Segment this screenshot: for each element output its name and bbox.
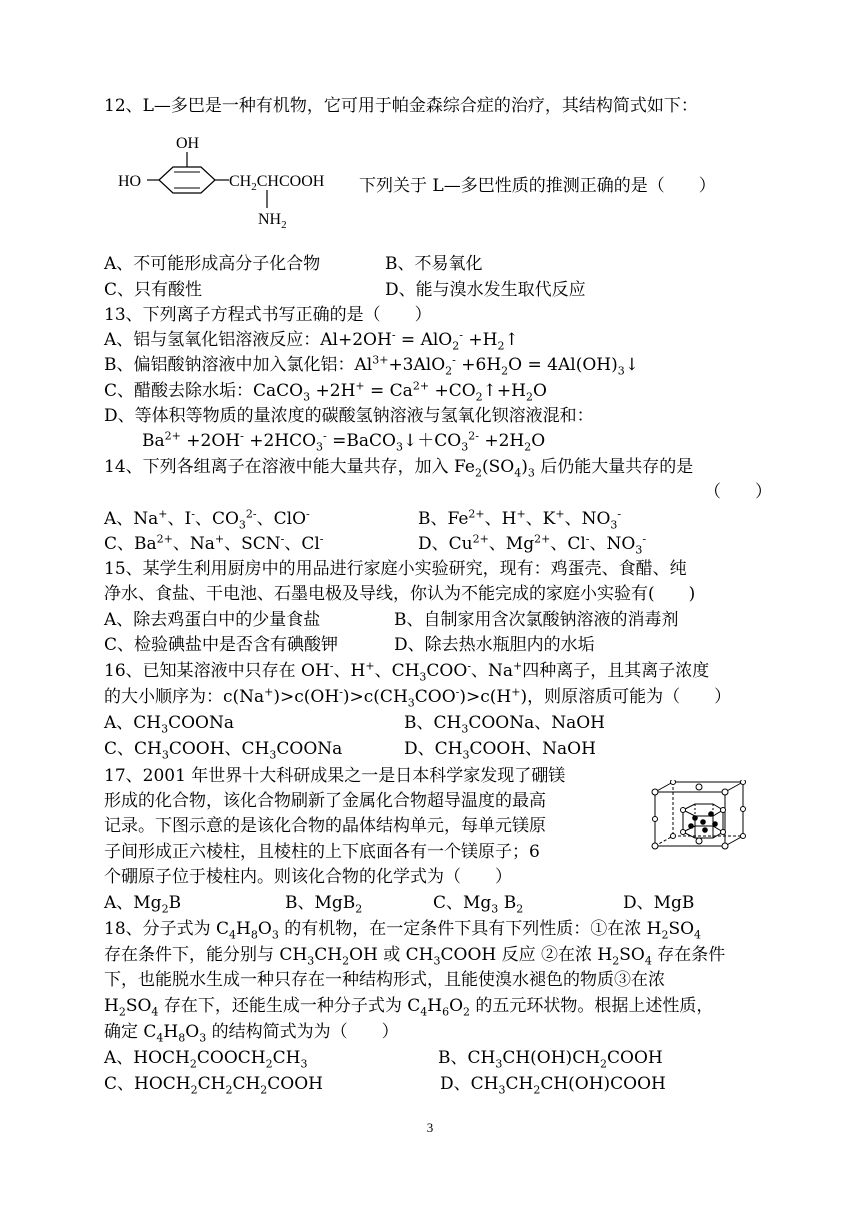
q17-option-b: B、MgB$_2$ <box>285 893 363 916</box>
q18-line4: $H_2SO_4$ 存在下，还能生成一种分子式为 $C_4H_6O_2$ 的五元环状物。根据上述性质， <box>104 996 714 1019</box>
q18-line1: 18、分子式为 $C_4H_8O_3$ 的有机物，在一定条件下具有下列性质：①在浓 $H_2SO_4$ <box>104 919 702 942</box>
q14-stem: 14、下列各组离子在溶液中能大量共存，加入 $Fe_2(SO_4)_3$ 后仍能大量共存的是 <box>104 457 694 480</box>
q15-option-b: B、自制家用含次氯酸钠溶液的消毒剂 <box>394 610 679 630</box>
q18-option-b: B、$CH_3CH(OH)CH_2COOH$ <box>438 1048 663 1071</box>
q17-option-c: C、$Mg_3$ $B_2$ <box>433 893 524 916</box>
q18-option-a: A、$HOCH_2COOCH_2CH_3$ <box>104 1048 308 1071</box>
q16-option-d: D、$CH_3COOH$、NaOH <box>404 739 596 762</box>
q18-line5: 确定 $C_4H_8O_3$ 的结构简式为为（ ） <box>104 1022 399 1045</box>
q16-option-a: A、$CH_3COONa$ <box>104 713 235 736</box>
q17-line4: 子间形成正六棱柱，且棱柱的上下底面各有一个镁原子；6 <box>104 842 540 862</box>
q12-option-a: A、不可能形成高分子化合物 <box>104 254 321 274</box>
l-dopa-structure <box>112 126 352 232</box>
ho-label: HO <box>118 173 142 190</box>
q17-line1: 17、2001 年世界十大科研成果之一是日本科学家发现了硼镁 <box>104 766 566 786</box>
q13-option-d-equation: $Ba^{2+} +2OH^- +2HCO_3^-$ $=BaCO_3↓+CO_3^{2-} +2H_2O$ <box>142 429 546 454</box>
oh-label: OH <box>176 135 200 152</box>
q16-option-b: B、$CH_3COONa$、NaOH <box>404 713 605 736</box>
q13-option-a: A、铝与氢氧化铝溶液反应：$Al+2OH^- = AlO_2^- +H_2↑$ <box>104 328 519 353</box>
q12-question: 下列关于 L—多巴性质的推测正确的是（ ） <box>359 176 716 196</box>
q12-option-b: B、不易氧化 <box>385 254 483 274</box>
q17-line2: 形成的化合物，该化合物刷新了金属化合物超导温度的最高 <box>104 791 546 811</box>
q14-answer-paren: （ ） <box>704 482 772 502</box>
q14-option-d: D、$Cu^{2+}$、$Mg^{2+}$、Cl-、$NO_3^-$ <box>418 532 647 557</box>
q17-option-a: A、$Mg_2B$ <box>104 893 182 916</box>
q16-line1: 16、已知某溶液中只存在 OH-、H+、$CH_3COO^-$、Na+四种离子，且其离子浓度 <box>104 659 710 684</box>
q18-option-d: D、$CH_3CH_2CH(OH)COOH$ <box>440 1074 666 1097</box>
q17-option-d: D、MgB <box>623 893 695 913</box>
q13-option-c: C、醋酸去除水垢：CaCO$_3$ $+2H^+ = Ca^{2+}$ $+CO_2↑+H_2O$ <box>104 379 547 404</box>
q18-option-c: C、$HOCH_2CH_2CH_2COOH$ <box>104 1074 324 1097</box>
q17-line3: 记录。下图示意的是该化合物的晶体结构单元，每单元镁原 <box>104 816 546 836</box>
crystal-structure-diagram <box>647 780 757 860</box>
q13-option-b: B、偏铝酸钠溶液中加入氯化铝：$Al^{3+}+3AlO_2^- +6H_2O$ = $4Al(OH)_3↓$ <box>104 353 639 378</box>
page-number: 3 <box>426 1120 434 1135</box>
q14-option-c: C、$Ba^{2+}$、Na+、SCN-、Cl- <box>104 532 324 554</box>
q12-option-c: C、只有酸性 <box>104 280 203 300</box>
q13-option-d: D、等体积等物质的量浓度的碳酸氢钠溶液与氢氧化钡溶液混和： <box>104 406 594 426</box>
q15-line2: 净水、食盐、干电池、石墨电极及导线，你认为不能完成的家庭小实验有( ) <box>104 584 696 604</box>
nh2-label: $NH_2$ <box>258 211 287 231</box>
chain-label: $CH_2CHCOOH$ <box>229 173 325 193</box>
q15-option-c: C、检验碘盐中是否含有碘酸钾 <box>104 635 339 655</box>
q15-option-a: A、除去鸡蛋白中的少量食盐 <box>104 610 321 630</box>
q13-stem: 13、下列离子方程式书写正确的是（ ） <box>104 305 432 325</box>
q12-option-d: D、能与溴水发生取代反应 <box>385 280 586 300</box>
q16-line2: 的大小顺序为：$c(Na^+)>c(OH^-)>c(CH_3COO^-)>c(H^+)$，则原溶质可能为（ ） <box>104 685 732 710</box>
q15-line1: 15、某学生利用厨房中的用品进行家庭小实验研究，现有：鸡蛋壳、食醋、纯 <box>104 559 687 579</box>
q12-stem: 12、L—多巴是一种有机物，它可用于帕金森综合症的治疗，其结构简式如下： <box>104 96 698 116</box>
q14-option-b: B、$Fe^{2+}$、H+、K+、$NO_3^-$ <box>418 507 622 532</box>
q18-line3: 下，也能脱水生成一种只存在一种结构形式，且能使溴水褪色的物质③在浓 <box>104 970 665 990</box>
q17-line5: 个硼原子位于棱柱内。则该化合物的化学式为（ ） <box>104 867 512 887</box>
q15-option-d: D、除去热水瓶胆内的水垢 <box>394 635 595 655</box>
q14-option-a: A、Na+、I-、$CO_3^{2-}$、ClO- <box>104 507 310 532</box>
q18-line2: 存在条件下，能分别与 $CH_3CH_2OH$ 或 $CH_3COOH$ 反应 ②在浓 $H_2SO_4$ 存在条件 <box>104 945 726 968</box>
q16-option-c: C、$CH_3COOH$、$CH_3COONa$ <box>104 739 343 762</box>
